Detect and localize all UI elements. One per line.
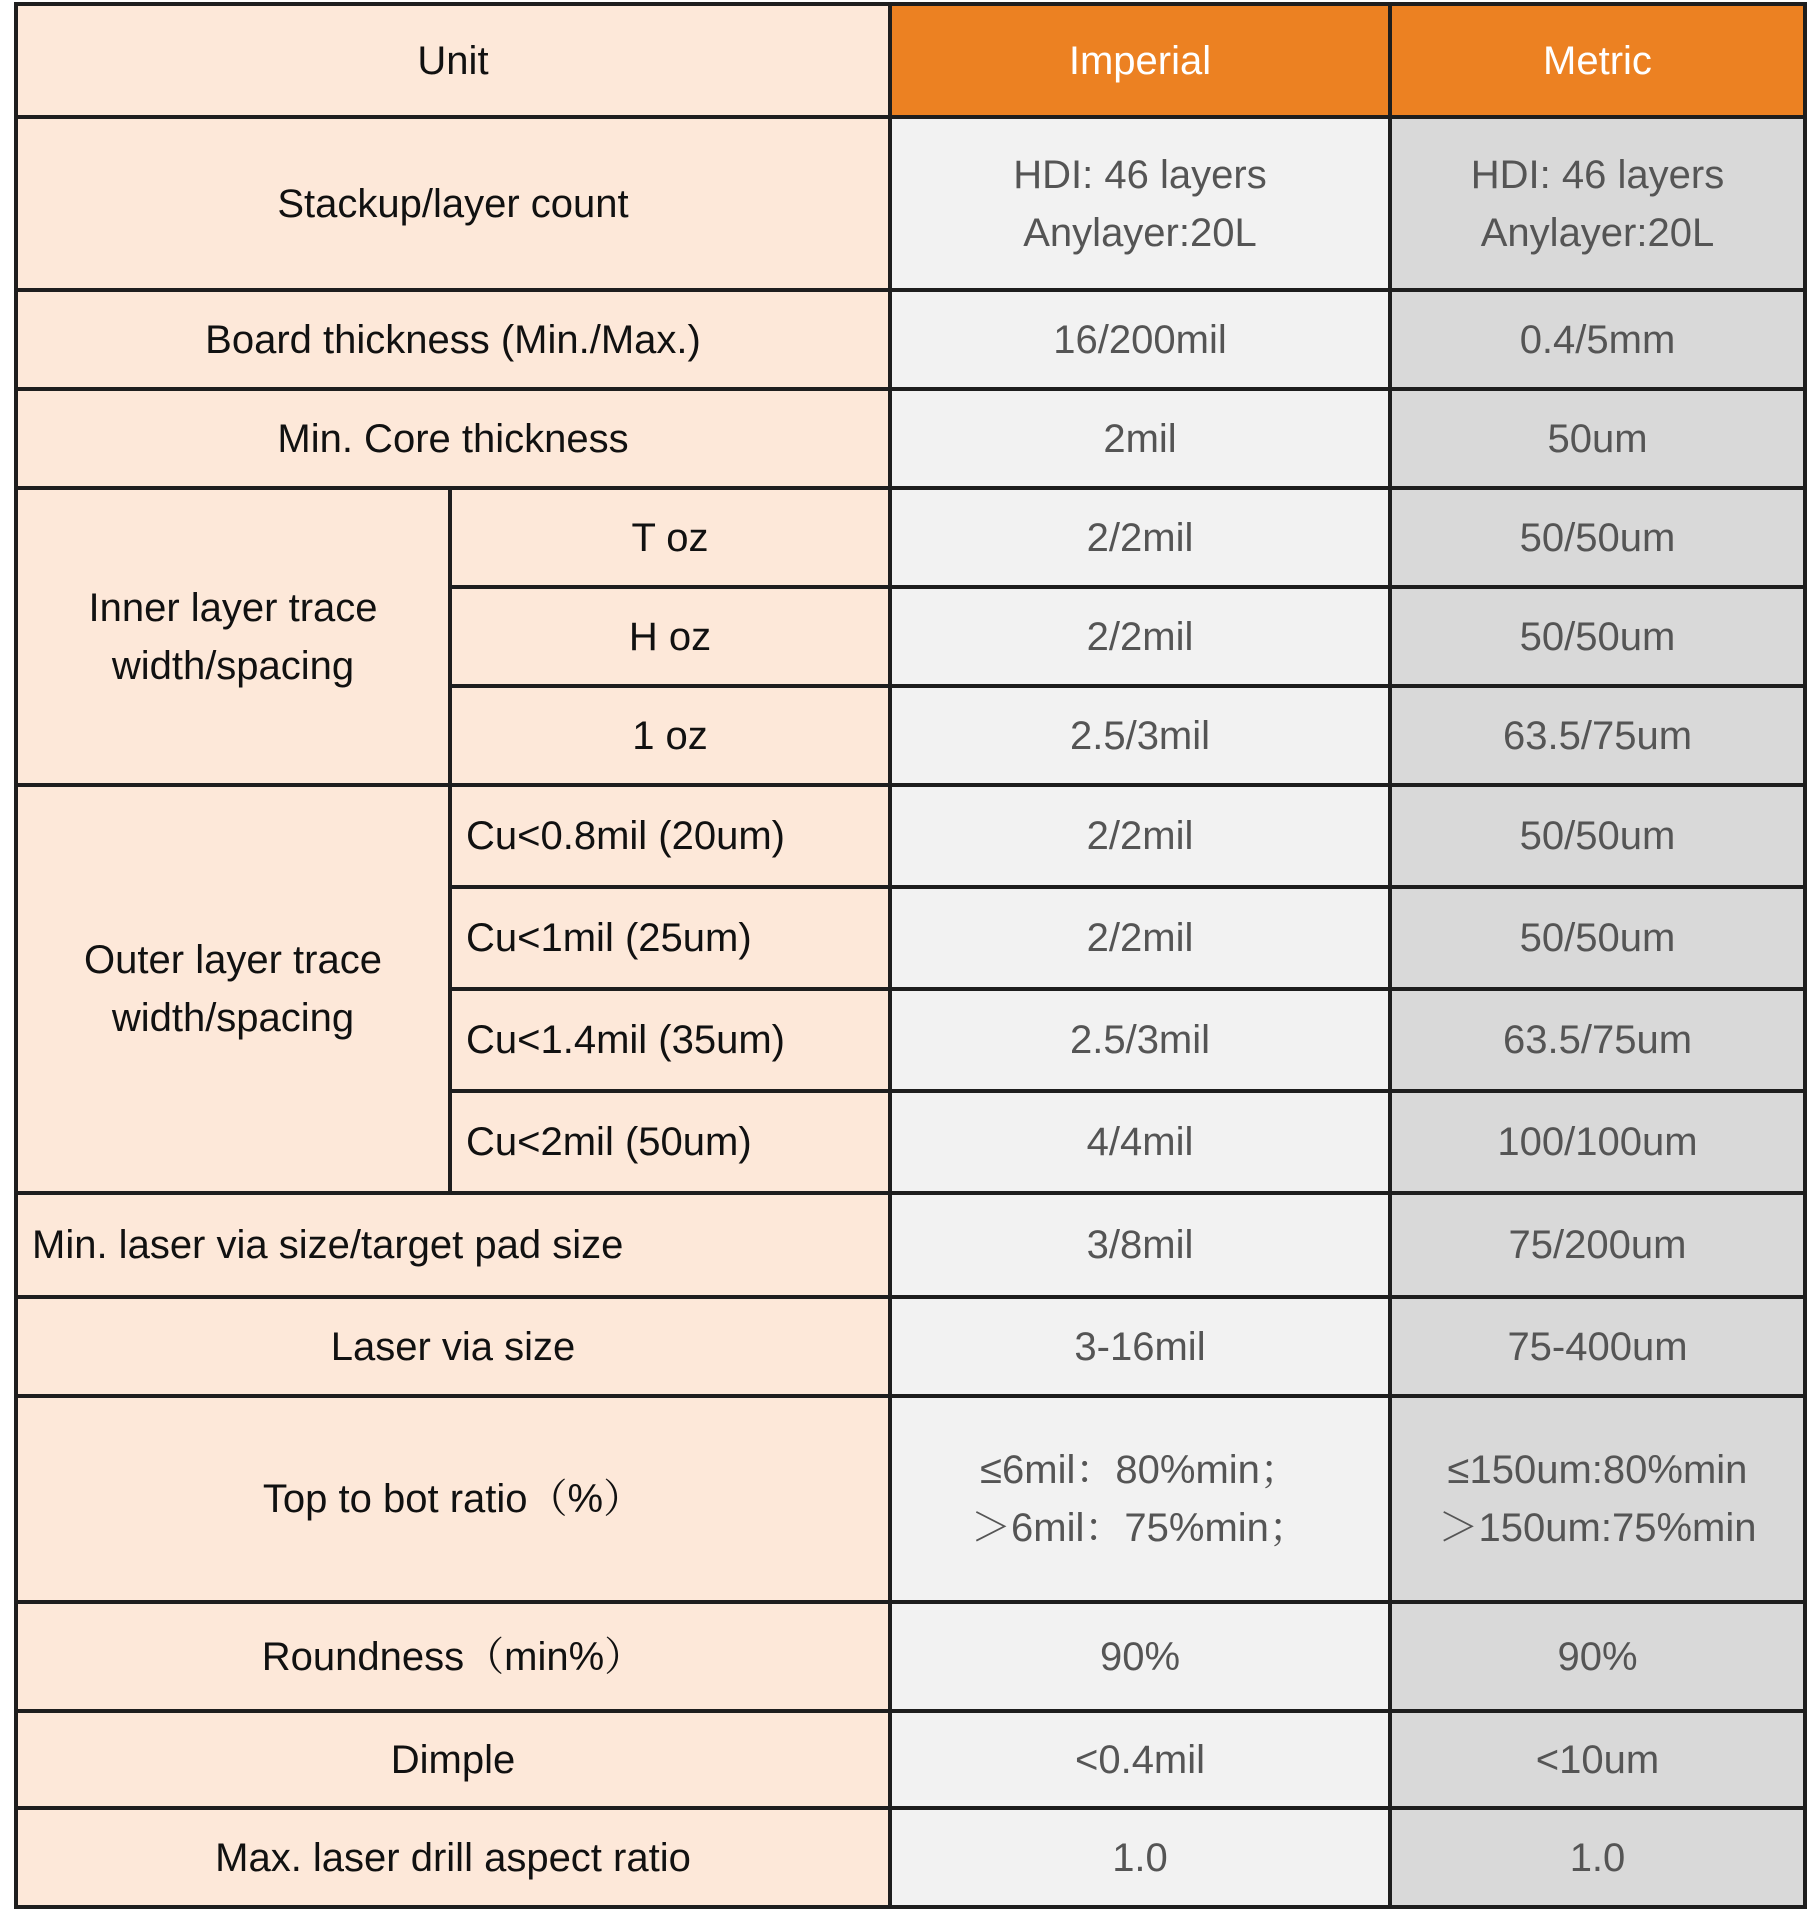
imperial-value: [890, 117, 1390, 290]
table-row: [16, 1396, 1805, 1602]
metric-value: 63.5/75um: [1390, 989, 1805, 1091]
imperial-value: 2/2mil: [890, 587, 1390, 686]
metric-value: 75/200um: [1390, 1193, 1805, 1297]
row-label: Min. Core thickness: [16, 389, 890, 488]
row-label: Roundness（min%）: [16, 1602, 890, 1711]
imperial-value: 2.5/3mil: [890, 686, 1390, 785]
imperial-value: 1.0: [890, 1808, 1390, 1907]
value-line: HDI: 46 layers: [1013, 152, 1267, 197]
table-row: [16, 1602, 1805, 1711]
row-label: Max. laser drill aspect ratio: [16, 1808, 890, 1907]
metric-value: [1390, 117, 1805, 290]
metric-value: [1390, 1396, 1805, 1602]
metric-value: <10um: [1390, 1711, 1805, 1808]
metric-value: 75-400um: [1390, 1297, 1805, 1396]
hdi-capability-table: [14, 2, 1807, 1909]
table-row: [16, 488, 1805, 587]
value-line: HDI: 46 layers: [1470, 152, 1725, 197]
imperial-value: [890, 1396, 1390, 1602]
group-label-outer: [16, 785, 450, 1193]
imperial-value: 2/2mil: [890, 887, 1390, 989]
table-row: [16, 785, 1805, 887]
metric-value: 50um: [1390, 389, 1805, 488]
table-row: [16, 1297, 1805, 1396]
group-label-line: Outer layer trace: [84, 938, 382, 982]
sub-label: 1 oz: [450, 686, 890, 785]
value-line: ＞150um:75%min: [1438, 1506, 1757, 1550]
table-row: [16, 1711, 1805, 1808]
row-label: Board thickness (Min./Max.): [16, 290, 890, 389]
row-label: Min. laser via size/target pad size: [16, 1193, 890, 1297]
table-row: [16, 117, 1805, 290]
group-label-line: width/spacing: [111, 996, 355, 1040]
table-row: [16, 1808, 1805, 1907]
imperial-header: Imperial: [890, 4, 1390, 117]
group-label-line: width/spacing: [111, 643, 355, 688]
metric-value: 0.4/5mm: [1390, 290, 1805, 389]
spec-table-container: [14, 2, 1807, 1909]
imperial-value: 2/2mil: [890, 785, 1390, 887]
metric-value: 50/50um: [1390, 488, 1805, 587]
row-label: Laser via size: [16, 1297, 890, 1396]
value-line: ＞6mil：75%min；: [971, 1506, 1309, 1550]
value-line: ≤6mil：80%min；: [980, 1448, 1300, 1492]
imperial-value: 4/4mil: [890, 1091, 1390, 1193]
imperial-value: 2mil: [890, 389, 1390, 488]
table-row: [16, 1193, 1805, 1297]
imperial-value: <0.4mil: [890, 1711, 1390, 1808]
table-row: [16, 290, 1805, 389]
metric-value: 63.5/75um: [1390, 686, 1805, 785]
imperial-value: 2/2mil: [890, 488, 1390, 587]
sub-label: Cu<2mil (50um): [450, 1091, 890, 1193]
metric-header: Metric: [1390, 4, 1805, 117]
group-label-inner: [16, 488, 450, 785]
metric-value: 50/50um: [1390, 785, 1805, 887]
metric-value: 50/50um: [1390, 587, 1805, 686]
imperial-value: 90%: [890, 1602, 1390, 1711]
imperial-value: 3/8mil: [890, 1193, 1390, 1297]
group-label-line: Inner layer trace: [88, 585, 378, 630]
sub-label: Cu<0.8mil (20um): [450, 785, 890, 887]
header-row: [16, 4, 1805, 117]
sub-label: Cu<1.4mil (35um): [450, 989, 890, 1091]
sub-label: T oz: [450, 488, 890, 587]
sub-label: Cu<1mil (25um): [450, 887, 890, 989]
imperial-value: 16/200mil: [890, 290, 1390, 389]
row-label: Top to bot ratio（%）: [16, 1396, 890, 1602]
metric-value: 100/100um: [1390, 1091, 1805, 1193]
unit-header: Unit: [16, 4, 890, 117]
metric-value: 1.0: [1390, 1808, 1805, 1907]
value-line: Anylayer:20L: [1480, 210, 1715, 255]
row-label: Dimple: [16, 1711, 890, 1808]
value-line: Anylayer:20L: [1023, 210, 1257, 255]
metric-value: 50/50um: [1390, 887, 1805, 989]
imperial-value: 2.5/3mil: [890, 989, 1390, 1091]
value-line: ≤150um:80%min: [1447, 1448, 1748, 1492]
sub-label: H oz: [450, 587, 890, 686]
metric-value: 90%: [1390, 1602, 1805, 1711]
table-row: [16, 389, 1805, 488]
row-label: Stackup/layer count: [16, 117, 890, 290]
imperial-value: 3-16mil: [890, 1297, 1390, 1396]
